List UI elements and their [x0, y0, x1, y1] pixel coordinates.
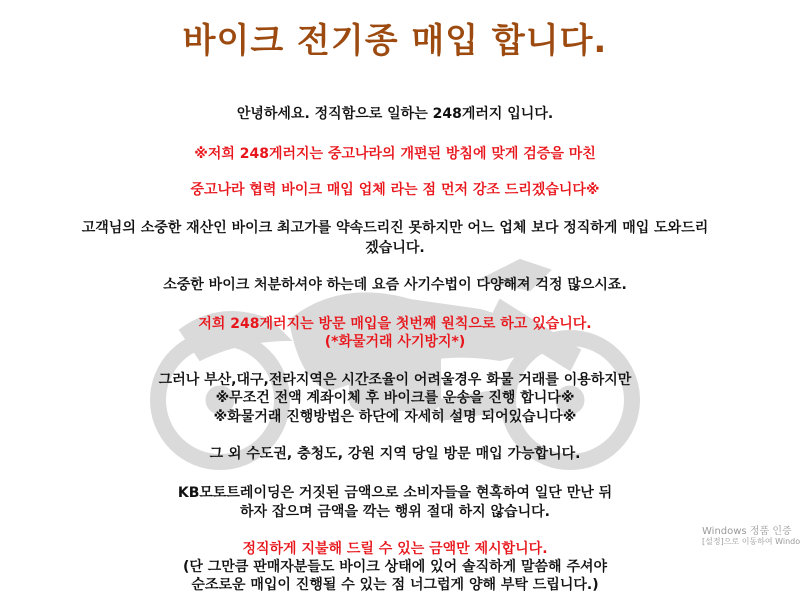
warning-text: 소중한 바이크 처분하셔야 하는데 요즘 사기수법이 다양해져 걱정 많으시죠.	[163, 277, 627, 293]
sameday-text: 그 외 수도권, 충청도, 강원 지역 당일 방문 매입 가능합니다.	[209, 446, 581, 462]
region-text-line-3: ※화물거래 진행방법은 하단에 자세히 설명 되어있습니다※	[213, 409, 577, 425]
region-text-line-1: 그러나 부산,대구,전라지역은 시간조율이 어려울경우 화물 거래를 이용하지만	[158, 372, 632, 388]
request-text-line-1: (단 그만큼 판매자분들도 바이크 상태에 있어 솔직하게 말씀해 주셔야	[182, 559, 608, 575]
page-title: 바이크 전기종 매입 합니다.	[182, 21, 608, 61]
notice-text-line-2: 중고나라 협력 바이크 매입 업체 라는 점 먼저 강조 드리겠습니다※	[190, 182, 600, 198]
principle-text-line-2: (*화물거래 사기방지*)	[324, 334, 466, 350]
windows-activation-title: Windows 정품 인증	[702, 526, 792, 537]
promise-text-line-1: 고객님의 소중한 재산인 바이크 최고가를 약속드리진 못하지만 어느 업체 보다 정직하게 매입 도와드리	[81, 220, 709, 236]
kb-text-line-2: 하자 잡으며 금액을 깍는 행위 절대 하지 않습니다.	[240, 504, 550, 520]
notice-text-line-1: ※저희 248게러지는 중고나라의 개편된 방침에 맞게 검증을 마친	[194, 146, 596, 162]
windows-activation-hint: [설정]으로 이동하여 Windo	[702, 537, 800, 546]
request-text-line-2: 순조로운 매입이 진행될 수 있는 점 너그럽게 양해 부탁 드립니다.)	[191, 577, 599, 593]
principle-text-line-1: 저희 248게러지는 방문 매입을 첫번째 원칙으로 하고 있습니다.	[198, 316, 592, 332]
region-text-line-2: ※무조건 전액 계좌이체 후 바이크를 운송을 진행 합니다※	[215, 390, 575, 406]
kb-text-line-1: KB모토트레이딩은 거짓된 금액으로 소비자들을 현혹하여 일단 만난 뒤	[177, 485, 613, 501]
greeting-text: 안녕하세요. 정직함으로 일하는 248게러지 입니다.	[236, 106, 554, 122]
promise-text-line-2: 겠습니다.	[365, 240, 425, 256]
honest-text: 정직하게 지불해 드릴 수 있는 금액만 제시합니다.	[242, 541, 548, 557]
